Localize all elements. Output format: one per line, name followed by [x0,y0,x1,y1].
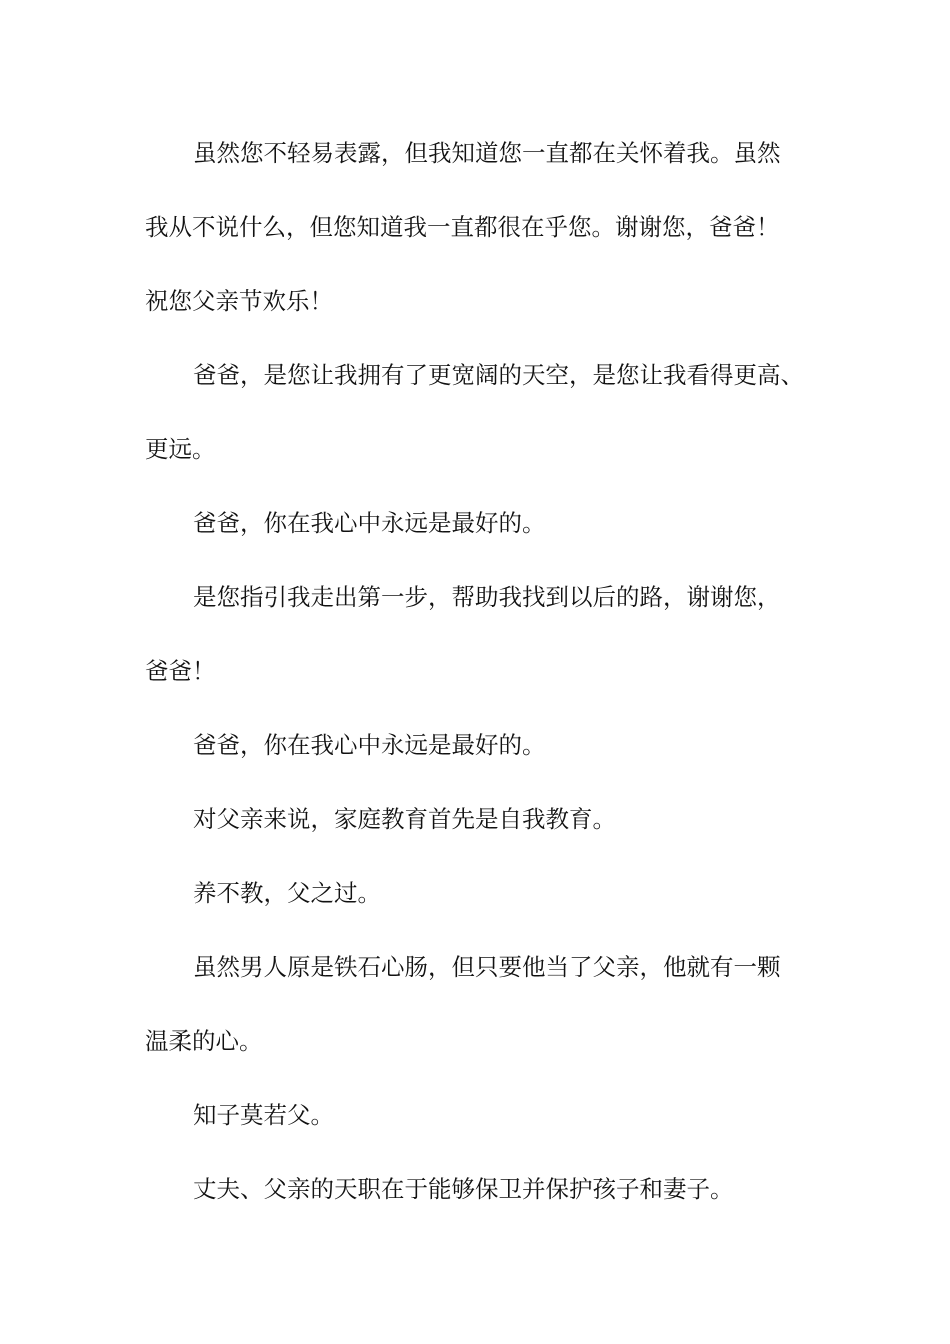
text-line: 养不教，父之过。 [193,879,381,907]
text-line: 虽然您不轻易表露，但我知道您一直都在关怀着我。虽然 [193,139,781,167]
text-line: 爸爸！ [145,657,216,685]
text-line: 爸爸，你在我心中永远是最好的。 [193,731,546,759]
text-line: 我从不说什么，但您知道我一直都很在乎您。谢谢您，爸爸！ [145,213,780,241]
text-line: 丈夫、父亲的天职在于能够保卫并保护孩子和妻子。 [193,1175,734,1203]
text-line: 对父亲来说，家庭教育首先是自我教育。 [193,805,616,833]
text-line: 虽然男人原是铁石心肠，但只要他当了父亲，他就有一颗 [193,953,781,981]
document-body [145,133,845,1243]
text-line: 爸爸，是您让我拥有了更宽阔的天空，是您让我看得更高、 [193,361,804,389]
text-line: 知子莫若父。 [193,1101,334,1129]
text-line: 是您指引我走出第一步，帮助我找到以后的路，谢谢您， [193,583,781,611]
text-line: 祝您父亲节欢乐！ [145,287,333,315]
text-line: 爸爸，你在我心中永远是最好的。 [193,509,546,537]
text-line: 更远。 [145,435,216,463]
text-line: 温柔的心。 [145,1027,263,1055]
